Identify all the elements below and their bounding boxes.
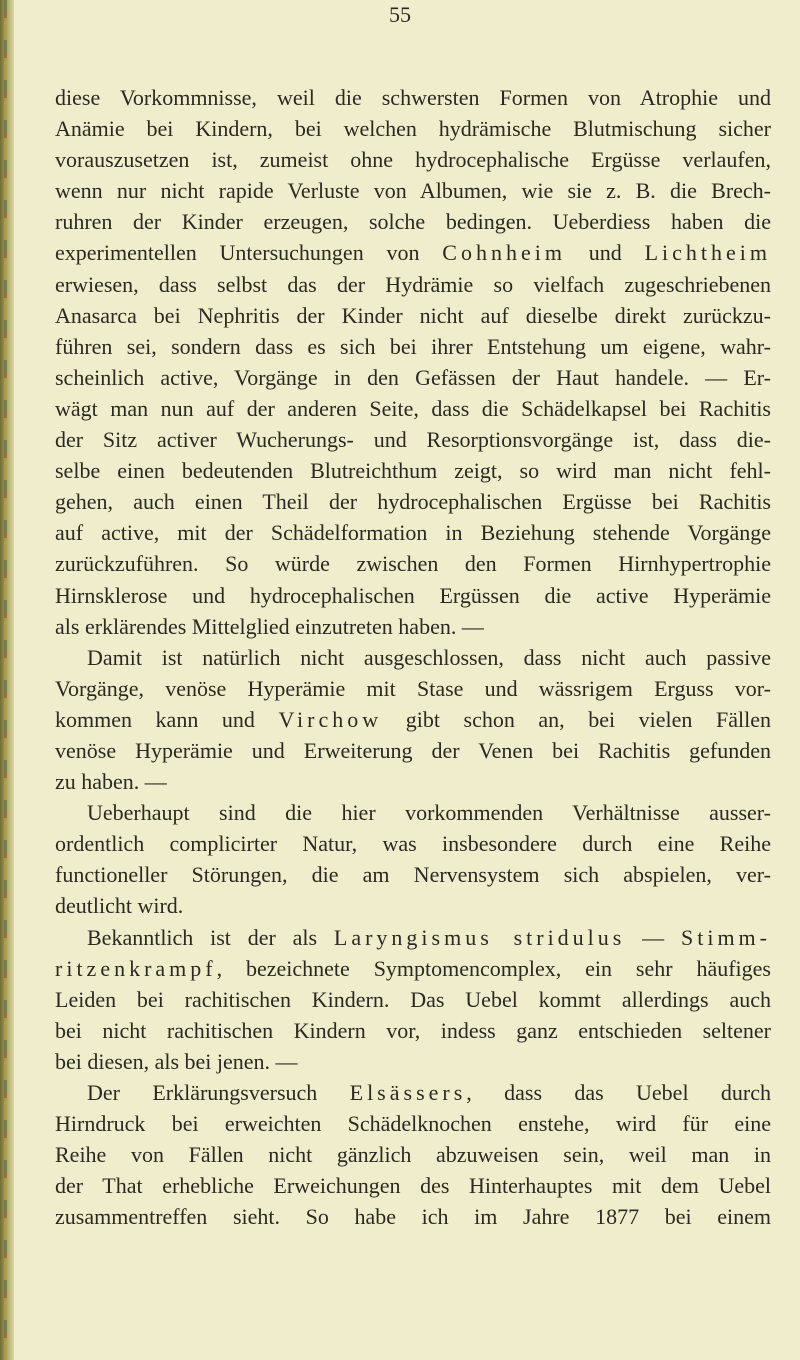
- text-span: Anasarca bei Nephritis der Kinder nicht auf dieselbe direkt zurückzu-: [55, 302, 771, 328]
- spaced-name: Virchow: [278, 706, 383, 732]
- text-span: experimentellen Untersuchungen von: [55, 240, 443, 266]
- text-span: deutlicht wird.: [55, 893, 184, 919]
- text-span: Anämie bei Kindern, bei welchen hydrämische Blutmischung sicher: [55, 116, 771, 142]
- text-span: Vorgänge, venöse Hyperämie mit Stase und wässrigem Erguss vor-: [55, 675, 771, 701]
- text-span: führen sei, sondern dass es sich bei ihrer Entstehung um eigene, wahr-: [55, 333, 771, 359]
- text-span: der Sitz activer Wucherungs- und Resorptionsvorgänge ist, dass die-: [55, 427, 771, 453]
- spaced-name: Cohnheim: [442, 240, 566, 266]
- text-span: vorauszusetzen ist, zumeist ohne hydrocephalische Ergüsse verlaufen,: [55, 147, 771, 173]
- spaced-name: Laryngismus stridulus: [333, 924, 626, 950]
- spaced-name: Elsässers: [349, 1080, 467, 1105]
- page-number: 55: [389, 2, 411, 27]
- text-line: [55, 766, 771, 797]
- text-span: Reihe von Fällen nicht gänzlich abzuweisen sein, weil man in: [55, 1142, 771, 1168]
- text-line: [55, 673, 771, 704]
- text-span: der That erhebliche Erweichungen des Hinterhauptes mit dem Uebel: [55, 1173, 771, 1199]
- text-span: Leiden bei rachitischen Kindern. Das Uebel kommt allerdings auch: [55, 986, 771, 1012]
- text-line: [55, 1046, 771, 1077]
- text-span: kommen kann und: [55, 706, 279, 732]
- text-span: Bekanntlich ist der als: [87, 924, 334, 950]
- text-line: [55, 206, 771, 237]
- text-line: [55, 455, 771, 486]
- text-span: zusammentreffen sieht. So habe ich im Jahre 1877 bei einem: [55, 1204, 771, 1230]
- text-span: Der Erklärungsversuch: [87, 1080, 350, 1105]
- text-line: [55, 580, 771, 611]
- text-span: Hirndruck bei erweichten Schädelknochen enstehe, wird für eine: [55, 1111, 771, 1137]
- book-binding-edge: [0, 0, 14, 1360]
- text-line: [55, 828, 771, 859]
- text-span: gehen, auch einen Theil der hydrocephalischen Ergüsse bei Rachitis: [55, 489, 771, 515]
- text-span: ruhren der Kinder erzeugen, solche bedingen. Ueberdiess haben die: [55, 209, 771, 235]
- text-line: [55, 1077, 771, 1108]
- text-span: venöse Hyperämie und Erweiterung der Venen bei Rachitis gefunden: [55, 737, 771, 763]
- text-span: , bezeichnete Symptomencomplex, ein sehr häufiges: [216, 955, 771, 981]
- text-span: zu haben. —: [55, 769, 167, 795]
- text-span: Hirnsklerose und hydrocephalischen Ergüssen die active Hyperämie: [55, 582, 771, 608]
- text-line: [55, 548, 771, 579]
- text-line: [55, 859, 771, 890]
- text-span: zurückzuführen. So würde zwischen den Formen Hirnhypertrophie: [55, 551, 771, 577]
- text-span: gibt schon an, bei vielen Fällen: [382, 706, 771, 732]
- text-span: wägt man nun auf der anderen Seite, dass die Schädelkapsel bei Rachitis: [55, 395, 771, 421]
- text-line: [55, 953, 771, 984]
- text-span: functioneller Störungen, die am Nervensystem sich abspielen, ver-: [55, 862, 771, 888]
- text-line: [55, 362, 771, 393]
- text-line: [55, 1015, 771, 1046]
- text-line: [55, 237, 771, 268]
- text-span: Ueberhaupt sind die hier vorkommenden Verhältnisse ausser-: [87, 800, 771, 826]
- text-span: , dass das Uebel durch: [466, 1080, 771, 1105]
- text-line: [55, 642, 771, 673]
- text-line: [55, 890, 771, 921]
- body-text: [55, 82, 771, 1232]
- text-line: [55, 735, 771, 766]
- text-span: Damit ist natürlich nicht ausgeschlossen, dass nicht auch passive: [87, 644, 771, 670]
- text-line: [55, 300, 771, 331]
- text-line: [55, 82, 771, 113]
- text-line: [55, 1139, 771, 1170]
- text-line: [55, 269, 771, 300]
- text-span: scheinlich active, Vorgänge in den Gefässen der Haut handele. — Er-: [55, 364, 771, 390]
- text-line: [55, 175, 771, 206]
- text-span: erwiesen, dass selbst das der Hydrämie so vielfach zugeschriebenen: [55, 271, 771, 297]
- text-span: wenn nur nicht rapide Verluste von Albumen, wie sie z. B. die Brech-: [55, 178, 771, 204]
- spaced-name: Lichtheim: [644, 240, 771, 266]
- text-span: diese Vorkommnisse, weil die schwersten Formen von Atrophie und: [55, 85, 771, 110]
- text-line: [55, 486, 771, 517]
- text-line: [55, 517, 771, 548]
- text-line: [55, 797, 771, 828]
- text-line: [55, 922, 771, 953]
- text-line: [55, 1201, 771, 1232]
- spaced-name: Stimm-: [680, 924, 771, 950]
- text-span: ordentlich complicirter Natur, was insbesondere durch eine Reihe: [55, 831, 771, 857]
- text-span: selbe einen bedeutenden Blutreichthum zeigt, so wird man nicht fehl-: [55, 458, 771, 484]
- text-line: [55, 331, 771, 362]
- text-line: [55, 113, 771, 144]
- text-line: [55, 144, 771, 175]
- text-line: [55, 1170, 771, 1201]
- text-span: als erklärendes Mittelglied einzutreten haben. —: [55, 613, 484, 639]
- spaced-name: ritzenkrampf: [55, 955, 217, 981]
- text-span: bei nicht rachitischen Kindern vor, indess ganz entschieden seltener: [55, 1017, 771, 1043]
- text-span: bei diesen, als bei jenen. —: [55, 1048, 298, 1074]
- text-line: [55, 393, 771, 424]
- text-span: auf active, mit der Schädelformation in Beziehung stehende Vorgänge: [55, 520, 771, 546]
- text-line: [55, 704, 771, 735]
- text-line: [55, 1108, 771, 1139]
- text-line: [55, 611, 771, 642]
- text-span: und: [565, 240, 645, 266]
- text-span: —: [625, 924, 681, 950]
- text-line: [55, 984, 771, 1015]
- text-line: [55, 424, 771, 455]
